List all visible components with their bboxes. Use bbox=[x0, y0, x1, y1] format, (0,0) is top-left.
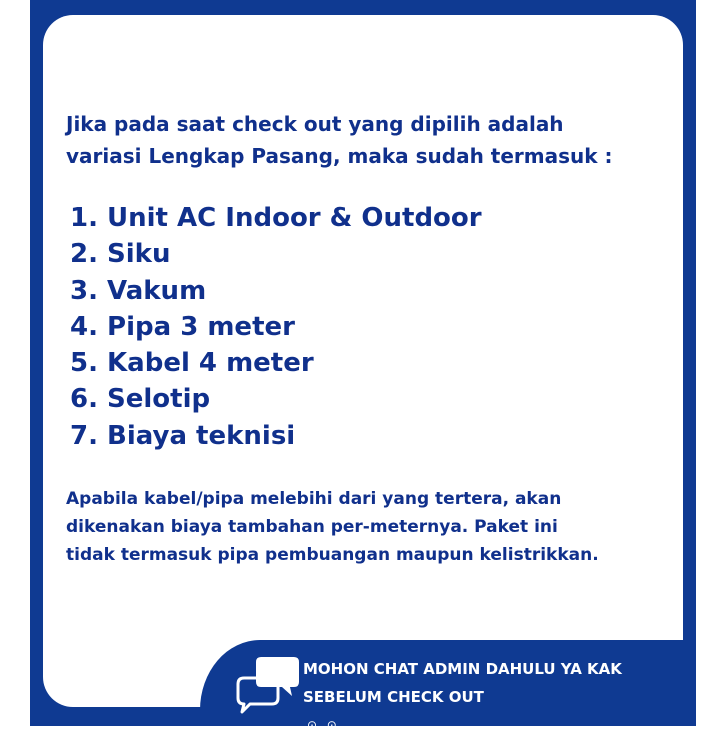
emoticon: ⊙‿⊙ bbox=[307, 718, 337, 732]
list-item: 6. Selotip bbox=[70, 384, 211, 415]
note-line: dikenakan biaya tambahan per-meternya. Paket ini bbox=[66, 517, 558, 537]
list-item: 2. Siku bbox=[70, 239, 171, 270]
note-line: tidak termasuk pipa pembuangan maupun kelistrikkan. bbox=[66, 545, 599, 565]
banner-text bbox=[303, 655, 622, 739]
extra-cost-note bbox=[66, 485, 686, 569]
list-item: 7. Biaya teknisi bbox=[70, 420, 296, 451]
intro-line: Jika pada saat check out yang dipilih adalah bbox=[66, 112, 564, 136]
list-item: 5. Kabel 4 meter bbox=[70, 348, 314, 379]
banner-line-2-text: SEBELUM CHECK OUT bbox=[303, 688, 484, 706]
list-item: 1. Unit AC Indoor & Outdoor bbox=[70, 203, 482, 233]
list-item: 4. Pipa 3 meter bbox=[70, 311, 295, 342]
banner-line-1: MOHON CHAT ADMIN DAHULU YA KAK bbox=[303, 660, 622, 678]
note-line: Apabila kabel/pipa melebihi dari yang tertera, akan bbox=[66, 489, 562, 509]
intro-text bbox=[66, 108, 686, 172]
banner-line-2 bbox=[303, 683, 622, 739]
intro-line: variasi Lengkap Pasang, maka sudah termasuk : bbox=[66, 144, 613, 168]
chat-bubbles-icon bbox=[232, 654, 302, 716]
list-item: 3. Vakum bbox=[70, 275, 207, 306]
included-items-list bbox=[70, 200, 482, 454]
chat-admin-banner bbox=[200, 640, 696, 732]
